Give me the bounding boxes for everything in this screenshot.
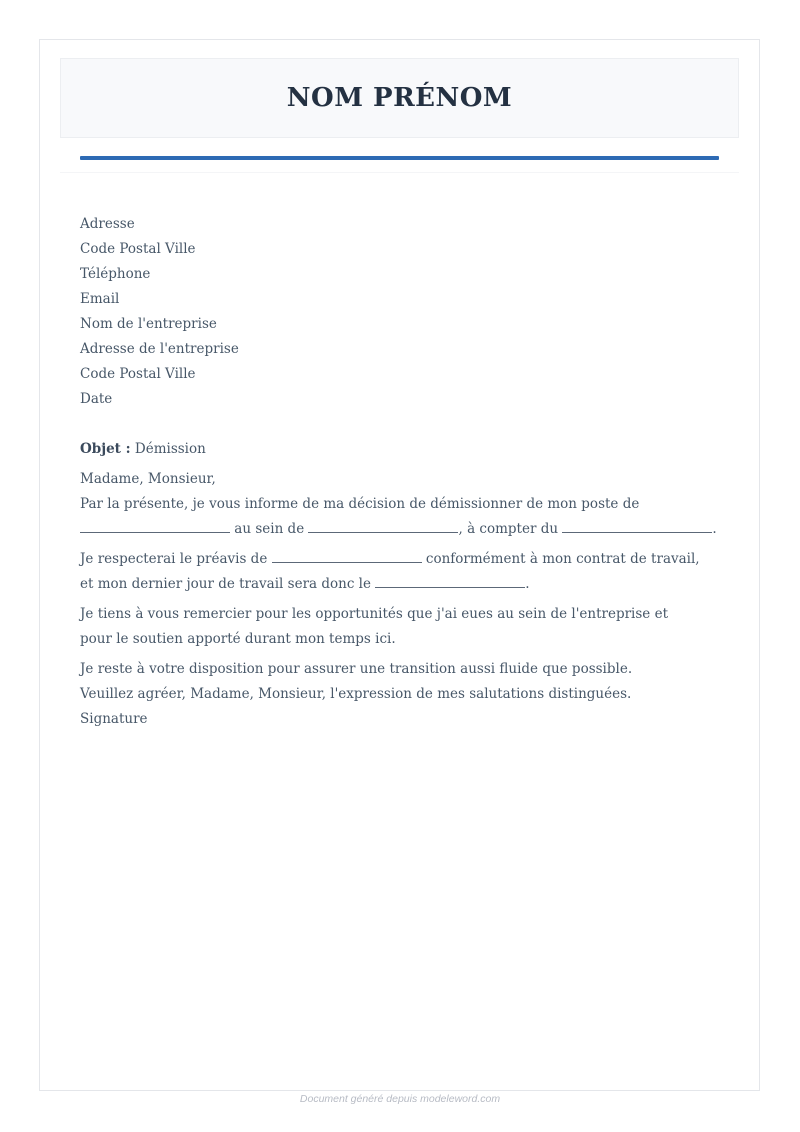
fill-in-blank-last-day[interactable]: [375, 574, 525, 588]
signature-line: Signature: [80, 711, 148, 727]
contact-line-company-name: Nom de l'entreprise: [80, 316, 217, 332]
subject-label: Objet :: [80, 441, 131, 457]
body-line-6: pour le soutien apporté durant mon temps ici.: [80, 631, 396, 647]
page-title: NOM PRÉNOM: [286, 83, 513, 113]
body-text: conformément à mon contrat de travail,: [425, 551, 700, 567]
letter-content: [80, 212, 720, 732]
body-line-8: Veuillez agréer, Madame, Monsieur, l'expression de mes salutations distinguées.: [80, 686, 632, 702]
body-line-4: [80, 572, 720, 597]
contact-line-email: Email: [80, 291, 120, 307]
letter-page: [39, 39, 760, 1091]
contact-line-date: Date: [80, 391, 113, 407]
body-line-1: Par la présente, je vous informe de ma décision de démissionner de mon poste de: [80, 496, 640, 512]
fill-in-blank-position[interactable]: [80, 519, 230, 533]
contact-line-postal-city: Code Postal Ville: [80, 241, 196, 257]
subject-line: [80, 437, 720, 462]
body-text: Je respecterai le préavis de: [80, 551, 268, 567]
body-line-2: [80, 517, 720, 542]
body-line-7: Je reste à votre disposition pour assurer une transition aussi fluide que possible.: [80, 661, 633, 677]
body-line-5: Je tiens à vous remercier pour les opportunités que j'ai eues au sein de l'entreprise et: [80, 606, 668, 622]
fill-in-blank-company[interactable]: [308, 519, 458, 533]
salutation-line: Madame, Monsieur,: [80, 471, 216, 487]
body-text: et mon dernier jour de travail sera donc le: [80, 576, 371, 592]
subject-value: Démission: [134, 441, 206, 457]
fill-in-blank-notice-period[interactable]: [272, 549, 422, 563]
contact-line-company-postal-city: Code Postal Ville: [80, 366, 196, 382]
body-text: .: [712, 521, 717, 537]
body-text: .: [525, 576, 530, 592]
footer-credit: Document généré depuis modeleword.com: [299, 1093, 501, 1105]
contact-line-company-address: Adresse de l'entreprise: [80, 341, 239, 357]
body-text: au sein de: [234, 521, 305, 537]
header-banner: [60, 58, 739, 138]
contact-line-address: Adresse: [80, 216, 135, 232]
contact-line-phone: Téléphone: [80, 266, 151, 282]
header-divider-shadow: [60, 172, 739, 173]
fill-in-blank-start-date[interactable]: [562, 519, 712, 533]
body-text: , à compter du: [458, 521, 559, 537]
contact-block: [80, 212, 720, 412]
body-line-3: [80, 547, 720, 572]
header-divider: [80, 156, 719, 160]
